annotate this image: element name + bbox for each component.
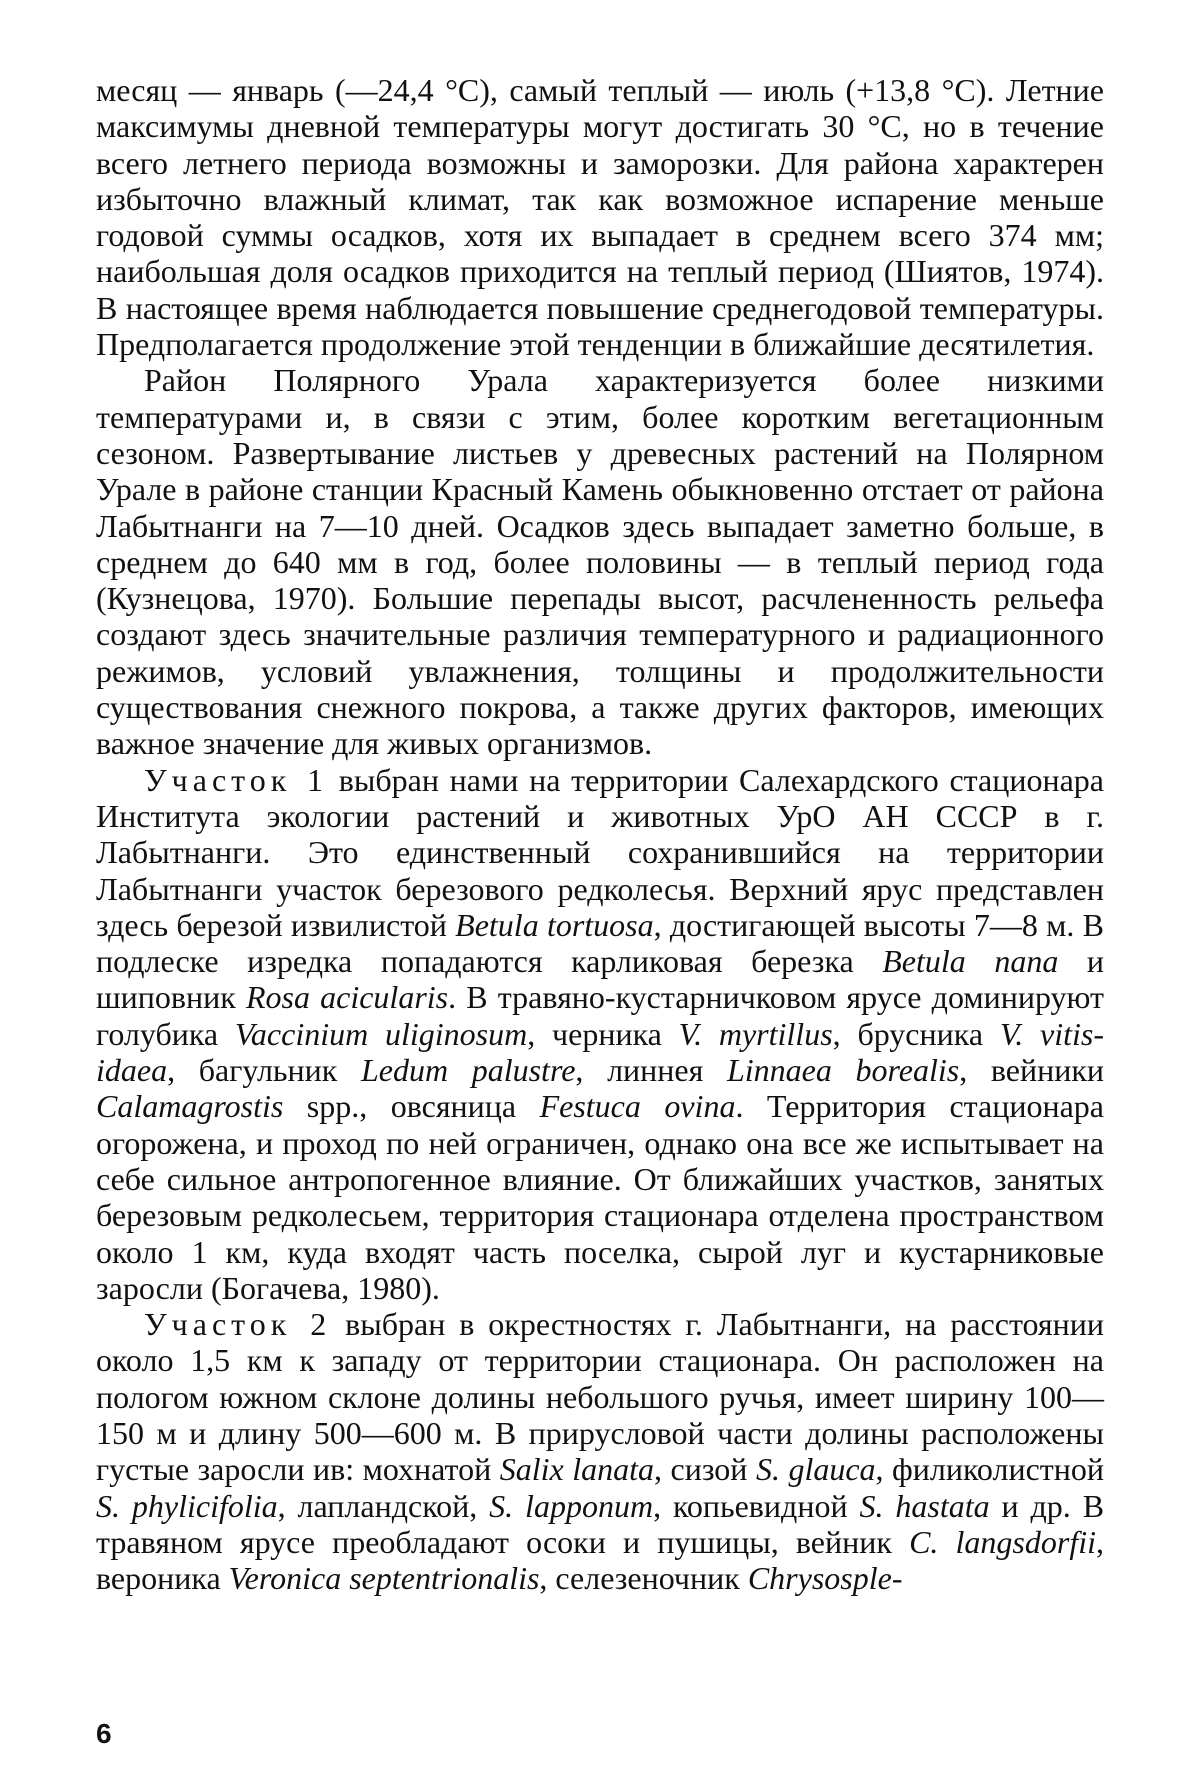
species-name: S. phylicifolia [96, 1487, 278, 1524]
species-name: Chrysosple- [747, 1560, 903, 1597]
text-segment: , сизой [654, 1451, 756, 1488]
species-name: S. glauca [755, 1451, 876, 1488]
text-segment: , селезеночник [539, 1560, 748, 1597]
text-segment: и шиповник [96, 943, 1105, 1016]
species-name: Linnaea borealis [726, 1052, 960, 1089]
paragraph-climate: месяц — январь (—24,4 °С), самый теплый — июль (+13,8 °С). Летние максимумы дневной температуры могут достигать 30 °С, но в течение всего летнего периода возможны и заморозки. Для района характерен избыточно влажный климат, так как возможное испарение меньше годовой суммы осадков, хотя их выпадает в среднем всего 374 мм; наибольшая доля осадков приходится на теплый период (Шиятов, 1974). В настоящее время наблюдается повышение среднегодовой температуры. Предполагается продолжение этой тенденции в ближайшие десятилетия. [96, 72, 1104, 363]
text-segment: выбран в окрестностях г. Лабытнанги, на расстоянии около 1,5 км к западу от территории стационара. Он расположен на пологом южном склоне долины небольшого ручья, имеет ширину 100—150 м и длину 500—600 м. В прирусловой части долины расположены густые заросли ив: мохнатой [96, 1306, 1105, 1488]
text-segment: . В травяно-кустарничковом ярусе доминируют голубика [96, 979, 1105, 1052]
text-segment: , черника [527, 1015, 679, 1052]
text-segment: , багульник [167, 1052, 361, 1089]
species-name: Festuca ovina [539, 1088, 736, 1125]
species-name: Calamagrostis [96, 1088, 284, 1125]
species-name: V. myrtillus [678, 1015, 833, 1052]
text-segment: и др. В травяном ярусе преобладают осоки и пушицы, вейник [96, 1487, 1105, 1560]
species-name: Vaccinium uliginosum [234, 1015, 528, 1052]
text-segment: , достигающей высоты 7—8 м. В подлеске изредка попадаются карликовая березка [96, 906, 1105, 980]
paragraph-site-1 [96, 762, 1104, 1306]
species-name: C. langsdorfii [909, 1523, 1097, 1560]
species-name: S. lapponum [489, 1487, 654, 1524]
species-name: Veronica septentrionalis [228, 1560, 540, 1597]
text-segment: , филиколистной [875, 1451, 1105, 1488]
paragraph-polar-ural: Район Полярного Урала характеризуется более низкими температурами и, в связи с этим, более коротким вегетационным сезоном. Развертывание листьев у древесных растений на Полярном Урале в районе станции Красный Камень обыкновенно отстает от района Лабытнанги на 7—10 дней. Осадков здесь выпадает заметно больше, в среднем до 640 мм в год, более половины — в теплый период года (Кузнецова, 1970). Большие перепады высот, расчлененность рельефа создают здесь значительные различия температурного и радиационного режимов, условий увлажнения, толщины и продолжительности существования снежного покрова, а также других факторов, имеющих важное значение для живых организмов. [96, 362, 1104, 762]
paragraph-site-2 [96, 1306, 1104, 1596]
text-segment: . Территория стационара огорожена, и проход по ней ограничен, однако она все же испытывает на себе сильное антропогенное влияние. От ближайших участков, занятых березовым редколесьем, территория стационара отделена пространством около 1 км, куда входят часть поселка, сырой луг и кустарниковые заросли (Богачева, 1980). [96, 1088, 1104, 1306]
species-name: Rosa acicularis [245, 979, 449, 1016]
text-segment: spp., овсяница [283, 1088, 540, 1125]
species-name: Betula nana [882, 943, 1059, 980]
site-1-heading: Участок 1 [144, 761, 328, 798]
species-name: V. vitis-idaea [96, 1015, 1105, 1089]
site-2-heading: Участок 2 [144, 1306, 332, 1343]
species-name: Betula tortuosa [455, 906, 654, 943]
page-number: 6 [96, 1718, 112, 1749]
species-name: S. hastata [859, 1487, 990, 1524]
species-name: Ledum palustre [360, 1052, 576, 1089]
text-segment: выбран нами на территории Салехардского стационара Института экологии растений и животных УрО АН СССР в г. Лабытнанги. Это единственный сохранившийся на территории Лабытнанги участок березового редколесья. Верхний ярус представлен здесь березой извилистой [96, 761, 1105, 943]
text-segment: , лапландской, [277, 1487, 490, 1524]
text-segment: , вейники [959, 1052, 1105, 1089]
text-segment: , вероника [96, 1523, 1105, 1597]
text-segment: , копьевидной [653, 1487, 860, 1524]
text-segment: , линнея [575, 1052, 727, 1089]
species-name: Salix lanata [499, 1451, 655, 1488]
text-segment: , брусника [832, 1015, 1000, 1052]
